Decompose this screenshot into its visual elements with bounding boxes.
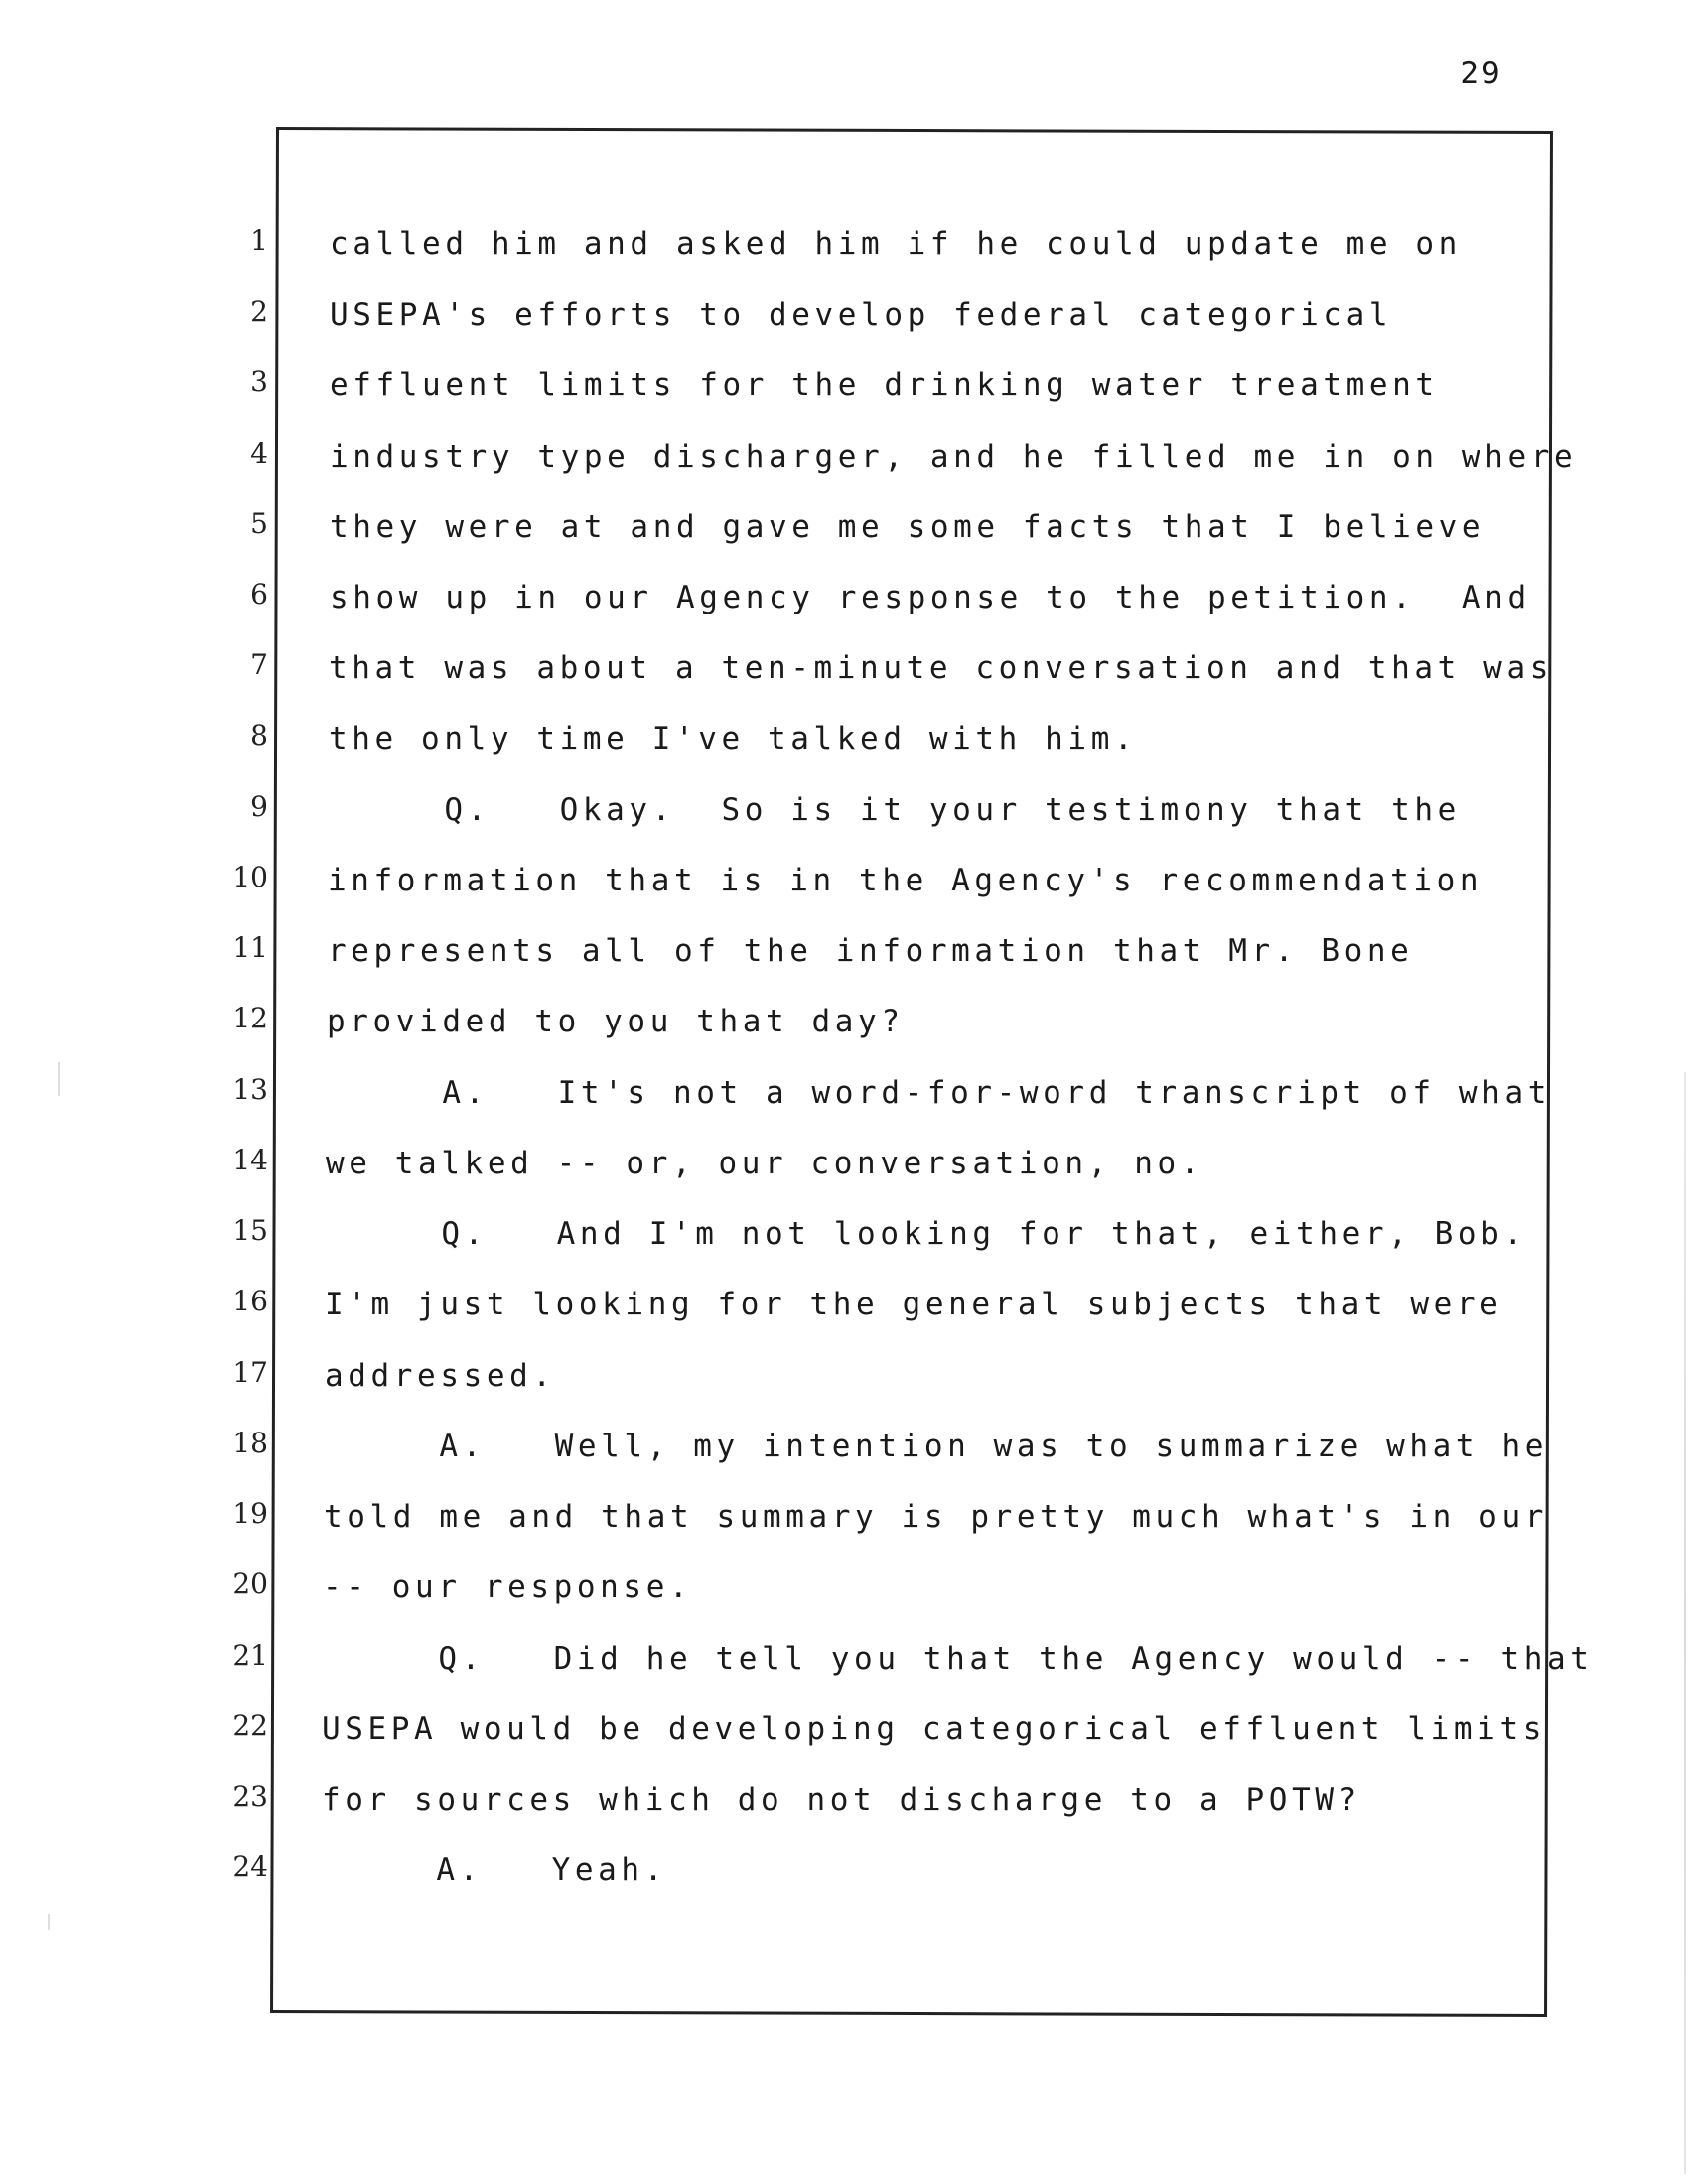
transcript-line: provided to you that day? <box>327 1004 905 1039</box>
transcript-line: -- our response. <box>323 1570 693 1605</box>
line-number: 17 <box>232 1356 268 1389</box>
line-number: 11 <box>232 931 268 964</box>
transcript-line: that was about a ten-minute conversation and that was <box>329 650 1553 686</box>
line-number: 15 <box>232 1214 268 1247</box>
scan-mark-artifact <box>48 1914 50 1930</box>
line-number: 7 <box>250 648 268 681</box>
line-number: 2 <box>250 295 268 328</box>
line-number: 12 <box>232 1002 268 1034</box>
transcript-line: Q. And I'm not looking for that, either, Bob. <box>326 1216 1527 1252</box>
transcript-line: told me and that summary is pretty much what's in our <box>324 1499 1548 1535</box>
line-number: 21 <box>232 1639 268 1672</box>
transcript-line: information that is in the Agency's recommendation <box>328 863 1483 898</box>
transcript-line: Q. Okay. So is it your testimony that the <box>329 792 1461 828</box>
transcript-line: effluent limits for the drinking water treatment <box>330 367 1439 403</box>
line-number: 18 <box>232 1427 268 1459</box>
line-number: 24 <box>232 1850 268 1883</box>
transcript-line: they were at and gave me some facts that I believe <box>330 509 1485 545</box>
transcript-line: I'm just looking for the general subjects that were <box>325 1287 1503 1322</box>
line-number: 1 <box>250 224 268 257</box>
page-number: 29 <box>1460 56 1503 91</box>
line-number: 22 <box>232 1709 268 1742</box>
transcript-line: for sources which do not discharge to a POTW? <box>322 1782 1361 1818</box>
line-number: 19 <box>232 1497 268 1530</box>
line-number: 20 <box>232 1568 268 1600</box>
line-number: 6 <box>250 578 268 611</box>
transcript-line: A. Well, my intention was to summarize what he <box>324 1429 1548 1464</box>
transcript-line: the only time I've talked with him. <box>329 721 1138 756</box>
line-number: 13 <box>232 1073 268 1106</box>
transcript-line: A. Yeah. <box>321 1852 667 1888</box>
line-number: 4 <box>250 437 268 470</box>
transcript-line: addressed. <box>325 1358 556 1394</box>
transcript-line: we talked -- or, our conversation, no. <box>326 1146 1204 1181</box>
transcript-line: Q. Did he tell you that the Agency would -- that <box>323 1641 1594 1677</box>
transcript-line: represents all of the information that Mr. Bone <box>328 933 1414 969</box>
transcript-line: called him and asked him if he could update me on <box>330 226 1462 262</box>
transcript-line: industry type discharger, and he filled me in on where <box>330 439 1578 475</box>
scan-edge-artifact <box>1684 1072 1686 2174</box>
line-number: 5 <box>250 507 268 540</box>
scan-mark-artifact <box>58 1062 60 1096</box>
line-number: 14 <box>232 1144 268 1176</box>
line-number: 3 <box>250 365 268 398</box>
transcript-line: A. It's not a word-for-word transcript of what <box>327 1075 1551 1111</box>
transcript-line: USEPA's efforts to develop federal categorical <box>330 297 1393 333</box>
transcript-line: show up in our Agency response to the petition. And <box>330 580 1531 615</box>
line-number: 8 <box>250 719 268 751</box>
line-number: 16 <box>232 1285 268 1317</box>
transcript-line: USEPA would be developing categorical effluent limits <box>322 1711 1546 1747</box>
line-number: 10 <box>232 861 268 893</box>
line-number: 9 <box>250 790 268 823</box>
line-number: 23 <box>232 1780 268 1813</box>
